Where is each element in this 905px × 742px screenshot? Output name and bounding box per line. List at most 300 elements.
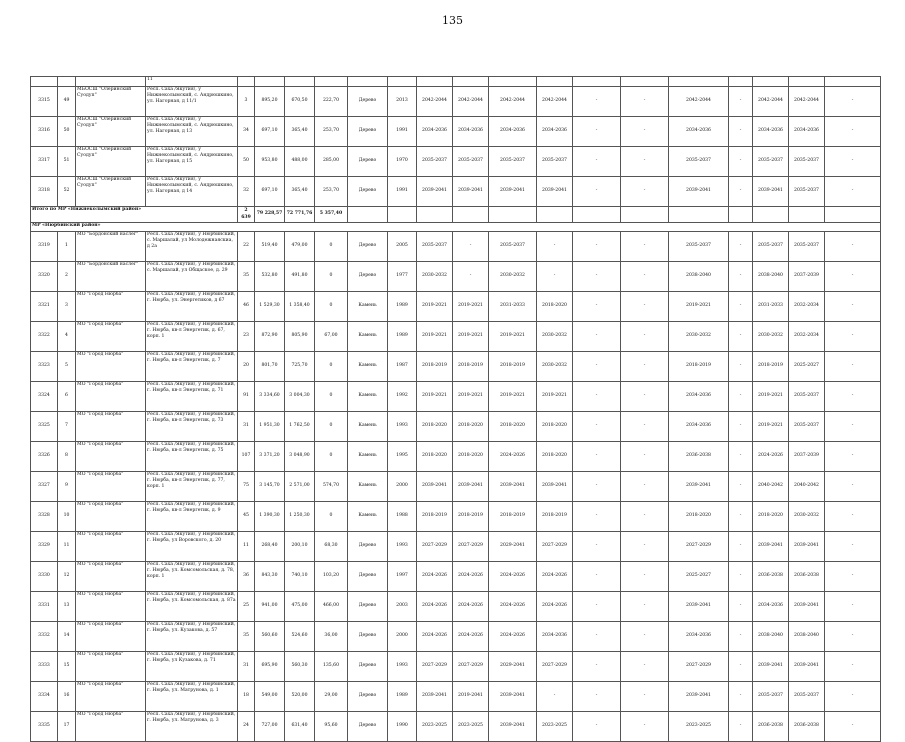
table-cell: 3322 xyxy=(31,322,58,352)
table-cell: - xyxy=(453,262,489,292)
table-cell: 1989 xyxy=(388,322,417,352)
table-cell: 0 xyxy=(315,232,348,262)
table-cell: - xyxy=(621,117,669,147)
table-cell: 697,10 xyxy=(255,177,285,207)
table-cell xyxy=(825,77,881,87)
table-cell: 2034-2036 xyxy=(669,117,729,147)
table-cell: - xyxy=(573,622,621,652)
total-value: 79 228,57 xyxy=(255,207,285,223)
table-cell: - xyxy=(729,177,753,207)
table-cell: МО "Город Нюрба" xyxy=(76,472,146,502)
table-cell: 1987 xyxy=(388,352,417,382)
table-cell: 2042-2044 xyxy=(537,87,573,117)
table-cell: Респ. Саха /Якутия/, у Нюрбинский, г. Нюрба, кв-л Энергетик, д. 9 xyxy=(146,502,238,532)
table-cell: 2000 xyxy=(388,472,417,502)
table-cell: Дерево xyxy=(348,622,388,652)
table-cell: 2039-2041 xyxy=(669,682,729,712)
table-cell: 20 xyxy=(238,352,255,382)
table-cell: 520,00 xyxy=(285,682,315,712)
table-cell: 2018-2019 xyxy=(537,502,573,532)
table-cell xyxy=(58,77,76,87)
table-cell xyxy=(753,77,789,87)
table-cell: - xyxy=(573,262,621,292)
table-body xyxy=(31,77,881,742)
table-row xyxy=(31,352,881,382)
table-cell: 46 xyxy=(238,292,255,322)
table-cell: 107 xyxy=(238,442,255,472)
table-cell: 2039-2041 xyxy=(489,712,537,742)
table-cell: 0 xyxy=(315,442,348,472)
table-cell: 801,70 xyxy=(255,352,285,382)
table-cell: 12 xyxy=(58,562,76,592)
table-cell: 2018-2019 xyxy=(453,352,489,382)
table-cell: - xyxy=(573,292,621,322)
table-cell: - xyxy=(573,502,621,532)
table-row xyxy=(31,232,881,262)
table-cell: 3333 xyxy=(31,652,58,682)
table-cell: 2027-2029 xyxy=(669,652,729,682)
table-cell: 574,70 xyxy=(315,472,348,502)
table-cell: 479,00 xyxy=(285,232,315,262)
table-cell: 2024-2026 xyxy=(417,622,453,652)
table-cell: 67,00 xyxy=(315,322,348,352)
table-cell: 2039-2041 xyxy=(417,472,453,502)
total-label: Итого по МР «Нижнеколымский район» xyxy=(31,207,238,223)
table-cell: 2018-2019 xyxy=(489,352,537,382)
table-cell xyxy=(417,207,453,223)
table-cell: 2019-2021 xyxy=(753,412,789,442)
table-cell: 1 529,30 xyxy=(255,292,285,322)
table-cell: 2034-2036 xyxy=(453,117,489,147)
table-cell: 2018-2020 xyxy=(753,502,789,532)
table-cell: 0 xyxy=(315,262,348,292)
table-cell: 2039-2041 xyxy=(537,472,573,502)
table-cell: - xyxy=(537,682,573,712)
table-cell: 2039-2041 xyxy=(753,532,789,562)
table-cell: - xyxy=(621,712,669,742)
table-cell: 18 xyxy=(238,682,255,712)
table-cell: - xyxy=(825,177,881,207)
table-cell: 1988 xyxy=(388,502,417,532)
table-row xyxy=(31,442,881,472)
table-cell: Респ. Саха /Якутия/, у Нижнеколымский, с. Андрюшкино, ул. Нагорная, д 14 xyxy=(146,177,238,207)
table-cell: 725,70 xyxy=(285,352,315,382)
table-cell xyxy=(388,207,417,223)
table-cell: 2031-2033 xyxy=(489,292,537,322)
table-cell: 631,40 xyxy=(285,712,315,742)
table-cell: 941,00 xyxy=(255,592,285,622)
table-row xyxy=(31,652,881,682)
table-cell: - xyxy=(621,592,669,622)
table-cell: 2035-2037 xyxy=(489,147,537,177)
table-cell: 22 xyxy=(238,232,255,262)
table-cell: 2035-2037 xyxy=(789,382,825,412)
table-cell: 1 358,40 xyxy=(285,292,315,322)
table-cell: Респ. Саха /Якутия/, у Нюрбинский, г. Нюрба, ул Кузакова, д. 71 xyxy=(146,652,238,682)
table-cell: 491,80 xyxy=(285,262,315,292)
table-cell: 253,70 xyxy=(315,117,348,147)
table-cell: Камень xyxy=(348,352,388,382)
table-cell: МО "Город Нюрба" xyxy=(76,712,146,742)
table-cell: 2038-2040 xyxy=(789,622,825,652)
table-cell: 2 xyxy=(58,262,76,292)
table-cell: 549,00 xyxy=(255,682,285,712)
table-cell: 1989 xyxy=(388,292,417,322)
table-cell: Камень xyxy=(348,382,388,412)
table-cell: 2024-2026 xyxy=(537,562,573,592)
table-cell: Дерево xyxy=(348,712,388,742)
table-cell: 2042-2044 xyxy=(453,87,489,117)
table-cell: 2036-2038 xyxy=(753,712,789,742)
table-row xyxy=(31,622,881,652)
table-cell: 2039-2041 xyxy=(489,472,537,502)
table-cell: 3329 xyxy=(31,532,58,562)
table-cell: 0 xyxy=(315,292,348,322)
table-cell: - xyxy=(621,177,669,207)
table-cell: 3331 xyxy=(31,592,58,622)
table-cell xyxy=(537,77,573,87)
table-cell: 2039-2041 xyxy=(789,532,825,562)
table-cell: - xyxy=(729,117,753,147)
table-cell: 2039-2041 xyxy=(789,592,825,622)
table-row xyxy=(31,117,881,147)
table-cell: 2030-2032 xyxy=(669,322,729,352)
table-cell: 2018-2019 xyxy=(417,502,453,532)
table-cell: - xyxy=(729,652,753,682)
table-cell: 3327 xyxy=(31,472,58,502)
table-cell: 2035-2037 xyxy=(789,177,825,207)
table-cell: 2030-2032 xyxy=(417,262,453,292)
district-header-row xyxy=(31,223,881,232)
table-cell: 895,20 xyxy=(255,87,285,117)
table-cell: Респ. Саха /Якутия/, у Нюрбинский, г. Нюрба, ул. Матрунова, д. 1 xyxy=(146,682,238,712)
table-cell: Респ. Саха /Якутия/, у Нижнеколымский, с. Андрюшкино, ул. Нагорная, д 15 xyxy=(146,147,238,177)
table-cell xyxy=(348,207,388,223)
table-cell: 2039-2041 xyxy=(669,177,729,207)
table-cell: 2024-2026 xyxy=(489,442,537,472)
table-cell: 24 xyxy=(238,712,255,742)
table-cell: 6 xyxy=(58,382,76,412)
table-cell: - xyxy=(825,502,881,532)
table-cell: МО "Город Нюрба" xyxy=(76,322,146,352)
table-cell: МБОСШ "Олеринский Суодуп" xyxy=(76,177,146,207)
table-cell: 2039-2041 xyxy=(489,682,537,712)
table-cell: 1989 xyxy=(388,682,417,712)
table-cell: 3315 xyxy=(31,87,58,117)
table-cell: 3324 xyxy=(31,382,58,412)
table-cell: 697,10 xyxy=(255,117,285,147)
table-cell xyxy=(285,77,315,87)
table-cell: - xyxy=(729,592,753,622)
table-cell xyxy=(729,77,753,87)
table-cell: 2038-2040 xyxy=(753,262,789,292)
table-cell: 2019-2041 xyxy=(453,682,489,712)
table-cell: 2035-2037 xyxy=(753,682,789,712)
table-cell: - xyxy=(729,382,753,412)
table-cell: 2003 xyxy=(388,592,417,622)
table-cell: - xyxy=(729,232,753,262)
table-cell: 50 xyxy=(238,147,255,177)
table-cell: Респ. Саха /Якутия/, у Нюрбинский, г. Нюрба, кв-л Энергетик, д. 7 xyxy=(146,352,238,382)
table-cell: 3326 xyxy=(31,442,58,472)
table-row xyxy=(31,147,881,177)
table-cell: - xyxy=(825,382,881,412)
table-cell xyxy=(669,77,729,87)
table-cell: - xyxy=(573,87,621,117)
table-cell: 2018-2020 xyxy=(537,292,573,322)
table-cell: - xyxy=(573,682,621,712)
table-cell: 1991 xyxy=(388,117,417,147)
table-cell: 1993 xyxy=(388,412,417,442)
table-cell xyxy=(669,207,729,223)
table-cell: 805,90 xyxy=(285,322,315,352)
table-cell: 2018-2019 xyxy=(489,502,537,532)
table-cell: 2034-2036 xyxy=(789,117,825,147)
table-cell: - xyxy=(729,442,753,472)
table-cell: - xyxy=(573,652,621,682)
table-cell: 2018-2020 xyxy=(453,412,489,442)
table-cell xyxy=(789,207,825,223)
table-row xyxy=(31,592,881,622)
table-cell: 3317 xyxy=(31,147,58,177)
table-cell: МО "Бордонский наслег" xyxy=(76,262,146,292)
table-cell: 2034-2036 xyxy=(537,622,573,652)
table-cell: 1991 xyxy=(388,177,417,207)
table-cell: 2024-2026 xyxy=(489,592,537,622)
table-cell: 2034-2036 xyxy=(489,117,537,147)
table-cell xyxy=(315,77,348,87)
table-cell: Дерево xyxy=(348,682,388,712)
table-cell: - xyxy=(453,232,489,262)
table-cell: Камень xyxy=(348,472,388,502)
total-row xyxy=(31,207,881,223)
table-cell: 3330 xyxy=(31,562,58,592)
table-cell: - xyxy=(621,292,669,322)
table-cell: 670,50 xyxy=(285,87,315,117)
table-cell: Респ. Саха /Якутия/, у Нюрбинский, г. Нюрба, кв-л Энергетик, д. 71 xyxy=(146,382,238,412)
table-cell: 1997 xyxy=(388,562,417,592)
table-cell: 2034-2036 xyxy=(669,382,729,412)
table-cell: 2034-2036 xyxy=(669,412,729,442)
table-cell: - xyxy=(573,562,621,592)
table-cell: 2019-2021 xyxy=(417,382,453,412)
table-cell: Дерево xyxy=(348,262,388,292)
table-cell: 2035-2037 xyxy=(789,232,825,262)
table-cell: 2029-2041 xyxy=(489,652,537,682)
table-cell: 560,30 xyxy=(285,652,315,682)
table-cell: Респ. Саха /Якутия/, у Нюрбинский, г. Нюрба, кв-л Энергетик, д. 73 xyxy=(146,412,238,442)
table-row xyxy=(31,382,881,412)
table-cell: МО "Город Нюрба" xyxy=(76,502,146,532)
table-cell: 268,40 xyxy=(255,532,285,562)
table-cell: 2035-2037 xyxy=(753,147,789,177)
table-cell: 843,30 xyxy=(255,562,285,592)
table-cell: - xyxy=(621,87,669,117)
table-cell: 11 xyxy=(58,532,76,562)
table-cell: Респ. Саха /Якутия/, у Нюрбинский, г. Нюрба, кв-л Энергетик, д. 67, корп. 1 xyxy=(146,322,238,352)
table-cell: - xyxy=(537,232,573,262)
table-cell: 29,00 xyxy=(315,682,348,712)
table-cell: 2030-2032 xyxy=(789,502,825,532)
table-cell: 1970 xyxy=(388,147,417,177)
table-cell: - xyxy=(573,712,621,742)
table-cell: 2030-2032 xyxy=(753,322,789,352)
table-cell: - xyxy=(729,87,753,117)
table-cell: Дерево xyxy=(348,87,388,117)
table-cell: 0 xyxy=(315,412,348,442)
table-cell: 2023-2025 xyxy=(669,712,729,742)
table-cell: 2018-2019 xyxy=(669,352,729,382)
table-cell: 1 250,30 xyxy=(285,502,315,532)
table-cell: 32 xyxy=(238,177,255,207)
table-cell: - xyxy=(621,412,669,442)
table-cell xyxy=(238,77,255,87)
table-cell: - xyxy=(621,622,669,652)
table-row xyxy=(31,177,881,207)
table-cell: 2024-2026 xyxy=(453,592,489,622)
table-cell: 3332 xyxy=(31,622,58,652)
table-cell: 2035-2037 xyxy=(789,147,825,177)
table-cell: Респ. Саха /Якутия/, у Нюрбинский, г. Нюрба, кв-л Энергетик, д. 77, корп. 1 xyxy=(146,472,238,502)
table-cell: 200,10 xyxy=(285,532,315,562)
table-cell: 45 xyxy=(238,502,255,532)
table-cell: 2035-2037 xyxy=(417,232,453,262)
table-cell: 2036-2038 xyxy=(753,562,789,592)
table-cell: 135,60 xyxy=(315,652,348,682)
table-cell: - xyxy=(825,232,881,262)
table-cell: 3 xyxy=(238,87,255,117)
table-cell: - xyxy=(621,682,669,712)
table-cell: Респ. Саха /Якутия/, у Нюрбинский, г. Нюрба, ул. Энергетиков, д 67 xyxy=(146,292,238,322)
table-cell: - xyxy=(825,442,881,472)
table-cell: 2027-2029 xyxy=(453,652,489,682)
table-cell xyxy=(255,77,285,87)
table-cell: 10 xyxy=(58,502,76,532)
table-cell: 2018-2019 xyxy=(753,352,789,382)
table-cell: 2042-2044 xyxy=(789,87,825,117)
table-cell: 2027-2029 xyxy=(417,652,453,682)
table-cell: 15 xyxy=(58,652,76,682)
table-cell: - xyxy=(729,532,753,562)
table-cell: 2036-2038 xyxy=(789,712,825,742)
table-cell: 2013 xyxy=(388,87,417,117)
table-cell: 2018-2020 xyxy=(453,442,489,472)
table-cell: 2032-2034 xyxy=(789,322,825,352)
table-cell: 0 xyxy=(315,352,348,382)
table-row-fragment xyxy=(31,77,881,87)
table-cell: - xyxy=(621,352,669,382)
table-cell: 25 xyxy=(238,592,255,622)
table-cell: 2019-2021 xyxy=(417,322,453,352)
table-cell: 2039-2041 xyxy=(669,472,729,502)
table-cell: 3320 xyxy=(31,262,58,292)
table-cell: 35 xyxy=(238,262,255,292)
table-cell: - xyxy=(621,652,669,682)
table-cell: 2030-2032 xyxy=(537,322,573,352)
table-cell: - xyxy=(573,382,621,412)
table-cell: 13 xyxy=(58,592,76,622)
table-cell: 1 951,30 xyxy=(255,412,285,442)
table-cell: Дерево xyxy=(348,177,388,207)
table-cell: - xyxy=(573,117,621,147)
table-cell: Дерево xyxy=(348,147,388,177)
table-cell: 2035-2037 xyxy=(753,232,789,262)
table-cell: Респ. Саха /Якутия/, у Нюрбинский, с. Маршалай, ул Молодежнаяскиа, д 2а xyxy=(146,232,238,262)
table-cell: 2035-2037 xyxy=(537,147,573,177)
table-cell: 11 xyxy=(238,532,255,562)
table-cell: 2019-2021 xyxy=(453,322,489,352)
total-value: 5 357,40 xyxy=(315,207,348,223)
table-cell: 3319 xyxy=(31,232,58,262)
table-cell: Дерево xyxy=(348,562,388,592)
table-cell: 2000 xyxy=(388,622,417,652)
table-cell: 365,40 xyxy=(285,177,315,207)
table-cell: 740,10 xyxy=(285,562,315,592)
table-cell: 1993 xyxy=(388,532,417,562)
table-cell: 2018-2020 xyxy=(669,502,729,532)
table-cell: 1992 xyxy=(388,382,417,412)
table-cell: 2027-2029 xyxy=(417,532,453,562)
table-cell: 1995 xyxy=(388,442,417,472)
table-cell: 466,00 xyxy=(315,592,348,622)
table-cell: - xyxy=(825,622,881,652)
table-cell: 17 xyxy=(58,712,76,742)
table-cell: 2039-2041 xyxy=(453,472,489,502)
table-cell: 2037-2039 xyxy=(789,262,825,292)
table-cell: 2038-2040 xyxy=(669,262,729,292)
table-cell: 5 xyxy=(58,352,76,382)
table-cell: 7 xyxy=(58,412,76,442)
table-cell: - xyxy=(573,322,621,352)
table-cell: 8 xyxy=(58,442,76,472)
table-cell: - xyxy=(621,382,669,412)
table-row xyxy=(31,262,881,292)
table-cell: - xyxy=(573,147,621,177)
table-cell xyxy=(453,207,489,223)
table-cell: 14 xyxy=(58,622,76,652)
table-cell xyxy=(753,207,789,223)
table-cell: 2024-2026 xyxy=(417,562,453,592)
table-cell xyxy=(621,207,669,223)
table-cell: Дерево xyxy=(348,117,388,147)
table-cell: 2024-2026 xyxy=(489,622,537,652)
table-cell: 2035-2037 xyxy=(789,412,825,442)
table-cell: 2032-2034 xyxy=(789,292,825,322)
table-cell: - xyxy=(573,532,621,562)
table-cell: - xyxy=(825,412,881,442)
table-row xyxy=(31,322,881,352)
table-cell: - xyxy=(825,472,881,502)
table-row xyxy=(31,532,881,562)
table-cell: 2018-2020 xyxy=(489,412,537,442)
table-cell: 2029-2041 xyxy=(489,532,537,562)
table-cell: 2042-2044 xyxy=(669,87,729,117)
table-cell: 2023-2025 xyxy=(537,712,573,742)
table-cell: 2035-2037 xyxy=(789,682,825,712)
table-cell: 727,00 xyxy=(255,712,285,742)
table-cell: 2018-2020 xyxy=(537,412,573,442)
table-cell: 2030-2032 xyxy=(537,352,573,382)
table-cell: 2040-2042 xyxy=(789,472,825,502)
table-cell: 2036-2038 xyxy=(789,562,825,592)
table-cell: - xyxy=(825,147,881,177)
table-cell: 35 xyxy=(238,622,255,652)
table-cell: - xyxy=(621,442,669,472)
table-cell: 2035-2037 xyxy=(417,147,453,177)
table-cell: 475,00 xyxy=(285,592,315,622)
table-cell: МО "Город Нюрба" xyxy=(76,592,146,622)
table-cell: 2039-2041 xyxy=(753,177,789,207)
